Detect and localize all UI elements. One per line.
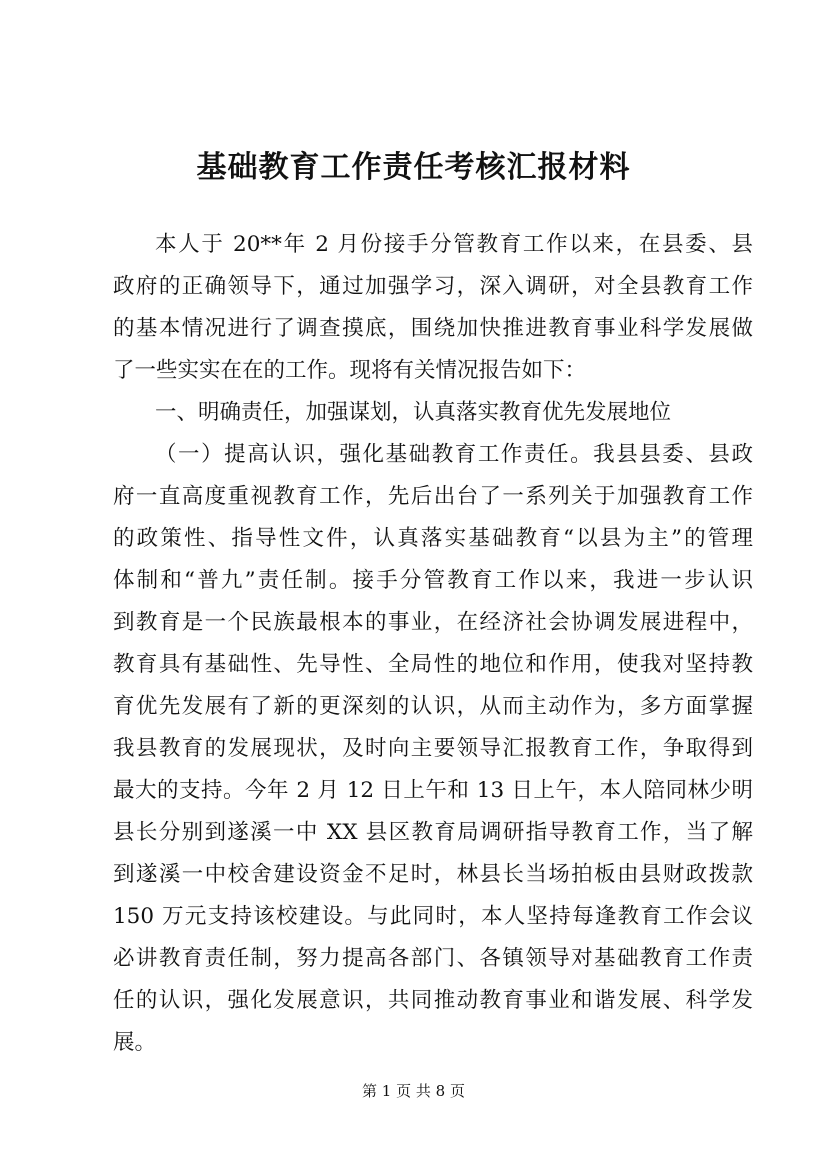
paragraph-line: 政府的正确领导下，通过加强学习，深入调研，对全县教育工作 bbox=[113, 274, 753, 299]
paragraph-line: 展。 bbox=[113, 1030, 157, 1055]
paragraph-line: 的基本情况进行了调查摸底，围绕加快推进教育事业科学发展做 bbox=[113, 316, 753, 341]
paragraph-line: 教育具有基础性、先导性、全局性的地位和作用，使我对坚持教 bbox=[113, 652, 753, 677]
paragraph-line: 到教育是一个民族最根本的事业，在经济社会协调发展进程中， bbox=[113, 610, 753, 635]
paragraph-line: 本人于 20**年 2 月份接手分管教育工作以来，在县委、县 bbox=[155, 232, 753, 257]
section-heading: 一、明确责任，加强谋划，认真落实教育优先发展地位 bbox=[155, 400, 672, 425]
paragraph-line: 我县教育的发展现状，及时向主要领导汇报教育工作，争取得到 bbox=[113, 736, 753, 761]
page-footer: 第 1 页 共 8 页 bbox=[362, 1082, 465, 1100]
paragraph-line: 最大的支持。今年 2 月 12 日上午和 13 日上午，本人陪同林少明 bbox=[113, 778, 753, 803]
paragraph-line: 任的认识，强化发展意识，共同推动教育事业和谐发展、科学发 bbox=[113, 988, 753, 1013]
paragraph-line: 了一些实实在在的工作。现将有关情况报告如下： bbox=[113, 358, 587, 383]
paragraph-line: 必讲教育责任制，努力提高各部门、各镇领导对基础教育工作责 bbox=[113, 946, 753, 971]
paragraph-line: 到遂溪一中校舍建设资金不足时，林县长当场拍板由县财政拨款 bbox=[113, 862, 753, 887]
paragraph-line: 体制和“普九”责任制。接手分管教育工作以来，我进一步认识 bbox=[113, 568, 753, 593]
paragraph-line: 府一直高度重视教育工作，先后出台了一系列关于加强教育工作 bbox=[113, 484, 753, 509]
paragraph-line: 150 万元支持该校建设。与此同时，本人坚持每逢教育工作会议 bbox=[113, 904, 753, 929]
paragraph-line: 县长分别到遂溪一中 XX 县区教育局调研指导教育工作，当了解 bbox=[113, 820, 753, 845]
paragraph-line: 的政策性、指导性文件，认真落实基础教育“以县为主”的管理 bbox=[113, 526, 753, 551]
paragraph-line: 育优先发展有了新的更深刻的认识，从而主动作为，多方面掌握 bbox=[113, 694, 753, 719]
paragraph-line: （一）提高认识，强化基础教育工作责任。我县县委、县政 bbox=[155, 442, 753, 467]
document-title: 基础教育工作责任考核汇报材料 bbox=[196, 150, 631, 185]
